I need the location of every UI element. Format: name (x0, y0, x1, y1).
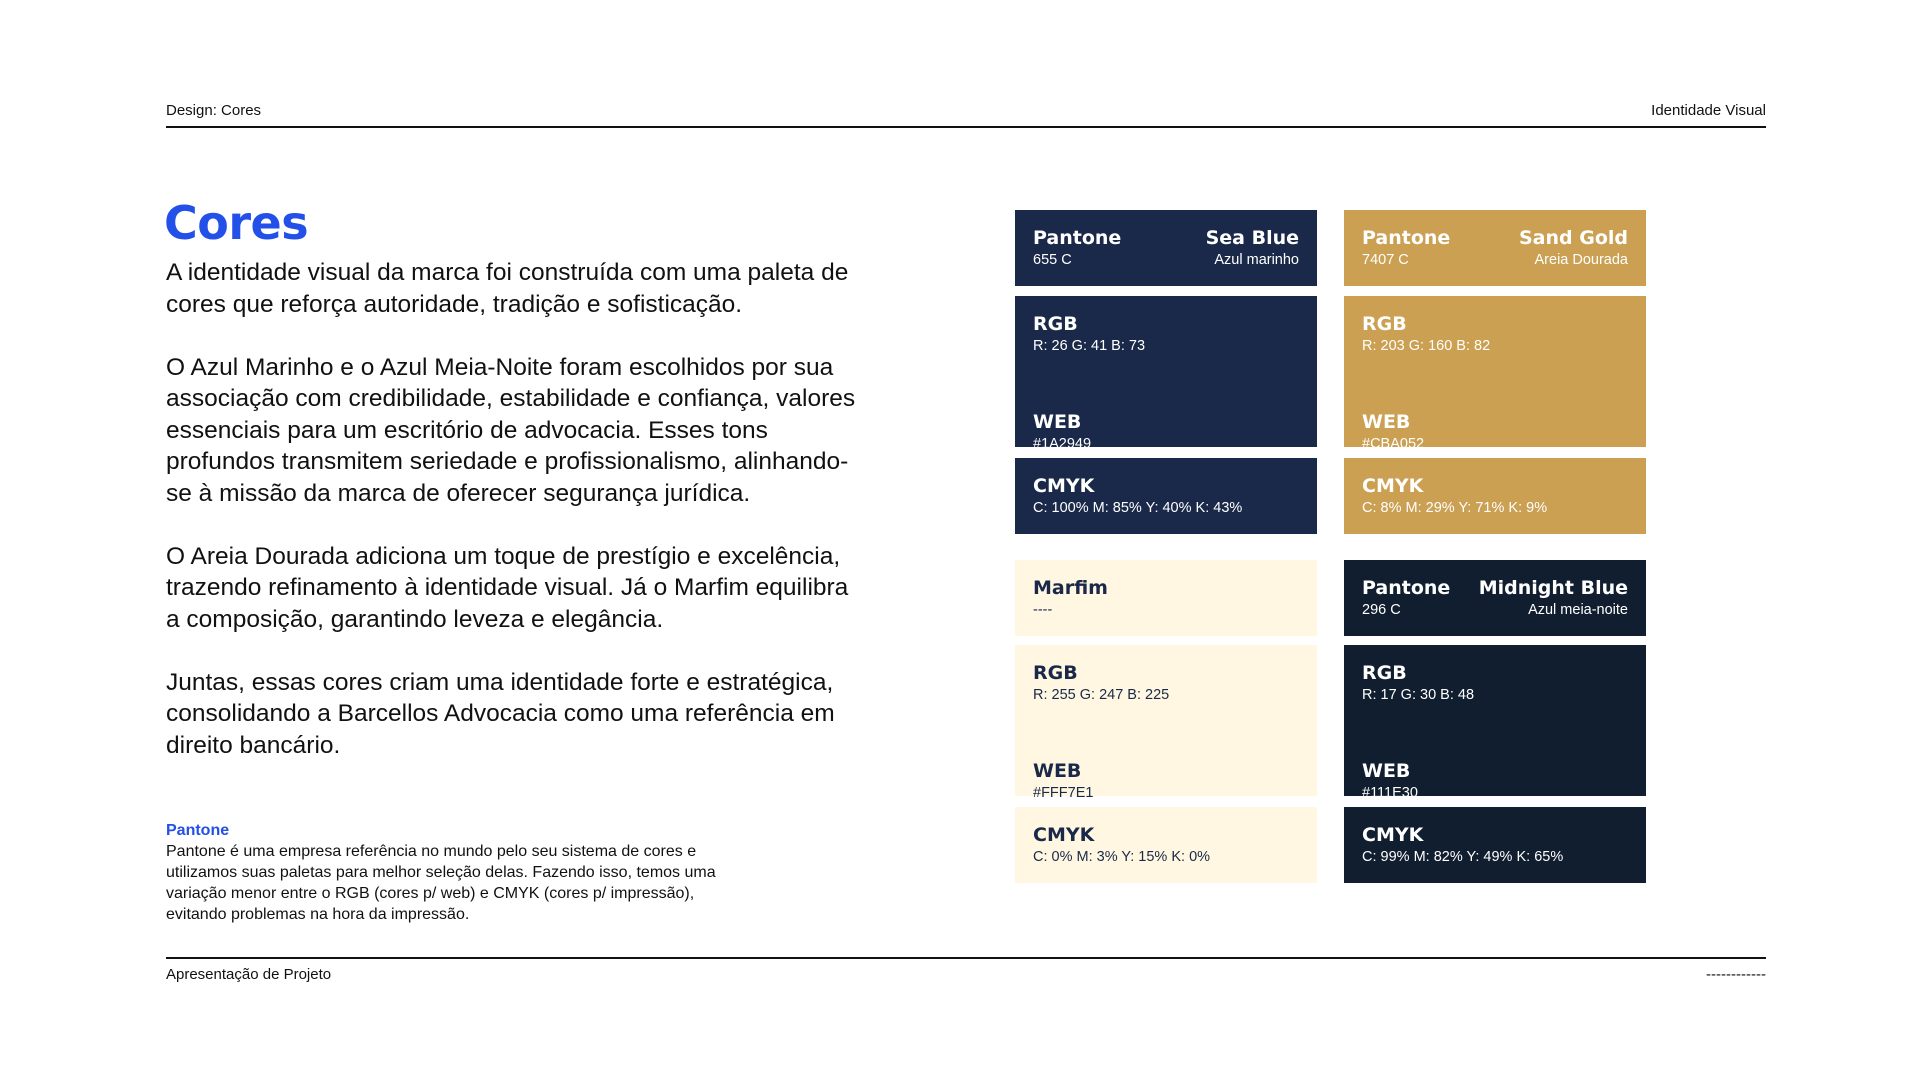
web-value: #1A2949 (1033, 436, 1092, 452)
color-name: Midnight Blue (1478, 577, 1628, 599)
cmyk-label: CMYK (1033, 824, 1095, 846)
web-label: WEB (1362, 760, 1411, 782)
section-label: Design: Cores (166, 102, 262, 119)
pantone-note-title: Pantone (166, 822, 230, 839)
ivory-pantone-swatch (1015, 560, 1317, 636)
web-label: WEB (1362, 411, 1411, 433)
rgb-label: RGB (1033, 662, 1078, 684)
page-footer (166, 957, 1766, 983)
pantone-code: 7407 C (1362, 252, 1409, 268)
swatch-label: Pantone (1033, 227, 1122, 249)
paragraph: O Areia Dourada adiciona um toque de prestígio e excelência, trazendo refinamento à identidade visual. Já o Marfim equilibra a composição, garantindo leveza e elegância. (166, 542, 849, 633)
pantone-code: 655 C (1033, 252, 1072, 268)
page-title: Cores (164, 196, 309, 250)
midnight-rgb-web-swatch (1344, 645, 1646, 801)
ivory-rgb-web-swatch (1015, 645, 1317, 801)
midnight-cmyk-swatch (1344, 807, 1646, 883)
cmyk-label: CMYK (1362, 475, 1424, 497)
web-label: WEB (1033, 411, 1082, 433)
rgb-value: R: 203 G: 160 B: 82 (1362, 338, 1491, 354)
color-name-pt: Azul marinho (1214, 252, 1299, 268)
rgb-label: RGB (1362, 662, 1407, 684)
footer-label: Apresentação de Projeto (166, 966, 332, 983)
cmyk-value: C: 99% M: 82% Y: 49% K: 65% (1362, 849, 1564, 865)
gold-rgb-web-swatch (1344, 296, 1646, 452)
cmyk-label: CMYK (1362, 824, 1424, 846)
cmyk-value: C: 100% M: 85% Y: 40% K: 43% (1033, 500, 1243, 516)
color-name-pt: Azul meia-noite (1528, 602, 1628, 618)
web-label: WEB (1033, 760, 1082, 782)
pantone-note (166, 820, 726, 925)
rgb-value: R: 17 G: 30 B: 48 (1362, 687, 1475, 703)
gold-pantone-swatch (1344, 210, 1646, 286)
page-header (166, 100, 1766, 128)
pantone-code: ---- (1033, 602, 1053, 618)
pantone-code: 296 C (1362, 602, 1401, 618)
color-name-pt: Areia Dourada (1534, 252, 1628, 268)
web-value: #FFF7E1 (1033, 785, 1094, 801)
swatch-label: Pantone (1362, 577, 1451, 599)
rgb-label: RGB (1033, 313, 1078, 335)
rgb-value: R: 26 G: 41 B: 73 (1033, 338, 1146, 354)
pantone-note-text: Pantone é uma empresa referência no mundo pelo seu sistema de cores e utilizamos suas paletas para melhor seleção delas. Fazendo isso, temos uma variação menor entre o RGB (cores p/ web) e CMYK (cores p/ impressão), evitando problemas na hora da impressão. (166, 843, 716, 923)
swatch-label: Pantone (1362, 227, 1451, 249)
rgb-label: RGB (1362, 313, 1407, 335)
cmyk-label: CMYK (1033, 475, 1095, 497)
page-number-placeholder: ------------ (1706, 966, 1766, 983)
paragraph: A identidade visual da marca foi construída com uma paleta de cores que reforça autoridade, tradição e sofisticação. (166, 259, 849, 318)
swatch-label: Marfim (1033, 577, 1108, 599)
paragraph: Juntas, essas cores criam uma identidade forte e estratégica, consolidando a Barcellos Advocacia como uma referência em direito bancário. (166, 668, 835, 759)
color-name: Sea Blue (1205, 227, 1299, 249)
paragraph: O Azul Marinho e o Azul Meia-Noite foram escolhidos por sua associação com credibilidade, estabilidade e confiança, valores essenciais para um escritório de advocacia. Esses tons profundos transmitem seriedade e profissionalismo, alinhando-se à missão da marca de oferecer segurança jurídica. (166, 353, 856, 507)
ivory-cmyk-swatch (1015, 807, 1317, 883)
gold-cmyk-swatch (1344, 458, 1646, 534)
description-text (166, 257, 856, 793)
navy-rgb-web-swatch (1015, 296, 1317, 452)
navy-pantone-swatch (1015, 210, 1317, 286)
cmyk-value: C: 8% M: 29% Y: 71% K: 9% (1362, 500, 1548, 516)
midnight-pantone-swatch (1344, 560, 1646, 636)
web-value: #CBA052 (1362, 436, 1425, 452)
navy-cmyk-swatch (1015, 458, 1317, 534)
rgb-value: R: 255 G: 247 B: 225 (1033, 687, 1170, 703)
document-label: Identidade Visual (1651, 102, 1766, 119)
web-value: #111E30 (1362, 785, 1418, 801)
cmyk-value: C: 0% M: 3% Y: 15% K: 0% (1033, 849, 1211, 865)
color-name: Sand Gold (1518, 227, 1628, 249)
